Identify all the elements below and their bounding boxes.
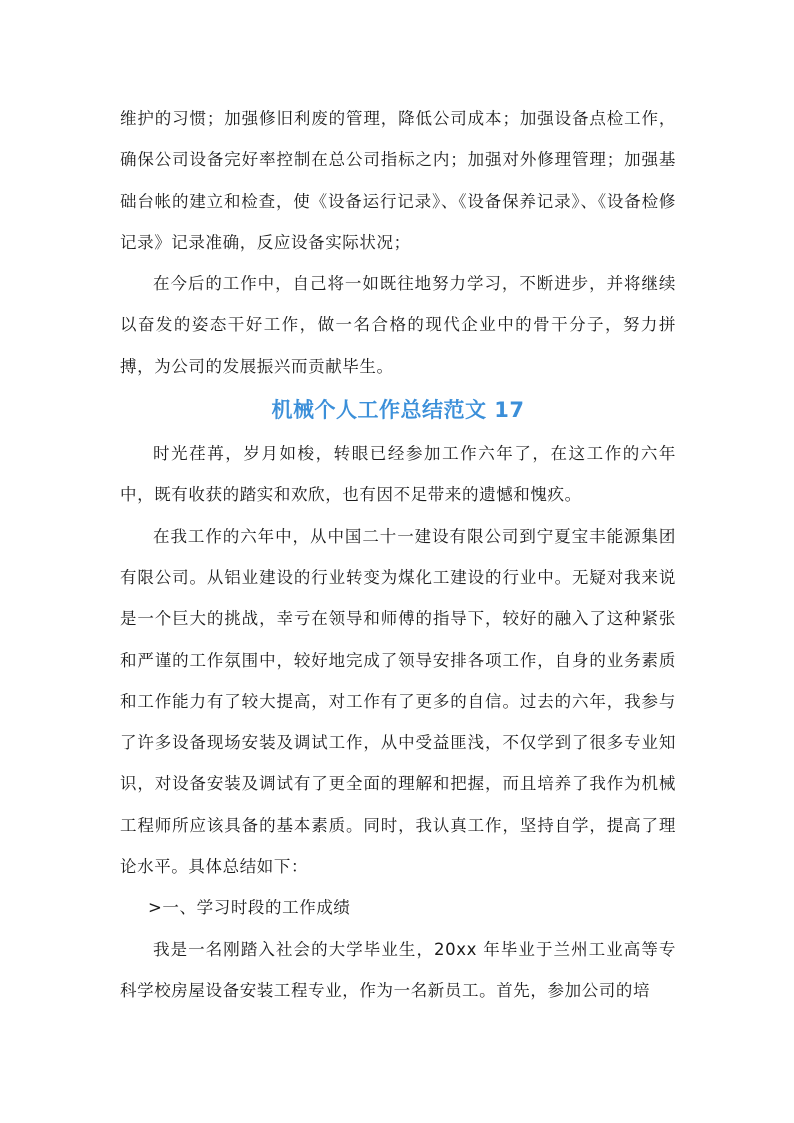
- paragraph-six-years: 在我工作的六年中，从中国二十一建设有限公司到宁夏宝丰能源集团有限公司。从铝业建设的行业转变为煤化工建设的行业中。无疑对我来说是一个巨大的挑战，幸亏在领导和师傅的指导下，较好的融入了这种紧张和严谨的工作氛围中，较好地完成了领导安排各项工作，自身的业务素质和工作能力有了较大提高，对工作有了更多的自信。过去的六年，我参与了许多设备现场安装及调试工作，从中受益匪浅，不仅学到了很多专业知识，对设备安装及调试有了更全面的理解和把握，而且培养了我作为机械工程师所应该具备的基本素质。同时，我认真工作，坚持自学，提高了理论水平。具体总结如下：: [120, 526, 676, 877]
- paragraph-graduate: 我是一名刚踏入社会的大学毕业生，20xx 年毕业于兰州工业高等专科学校房屋设备安装工程专业，作为一名新员工。首先，参加公司的培: [120, 939, 676, 1000]
- section-heading: 机械个人工作总结范文 17: [271, 398, 525, 423]
- document-body: [120, 98, 676, 1011]
- paragraph-continuation: 维护的习惯；加强修旧利废的管理，降低公司成本；加强设备点检工作，确保公司设备完好率控制在总公司指标之内；加强对外修理管理；加强基础台帐的建立和检查，使《设备运行记录》、《设备保养记录》、《设备检修记录》记录准确，反应设备实际状况；: [120, 109, 676, 252]
- paragraph-future-work: 在今后的工作中，自己将一如既往地努力学习，不断进步，并将继续以奋发的姿态干好工作，做一名合格的现代企业中的骨干分子，努力拼搏，为公司的发展振兴而贡献毕生。: [120, 274, 676, 376]
- paragraph-intro: 时光荏苒，岁月如梭，转眼已经参加工作六年了，在这工作的六年中，既有收获的踏实和欢欣，也有因不足带来的遗憾和愧疚。: [120, 444, 676, 505]
- subheading-study-period: >一、学习时段的工作成绩: [148, 898, 351, 918]
